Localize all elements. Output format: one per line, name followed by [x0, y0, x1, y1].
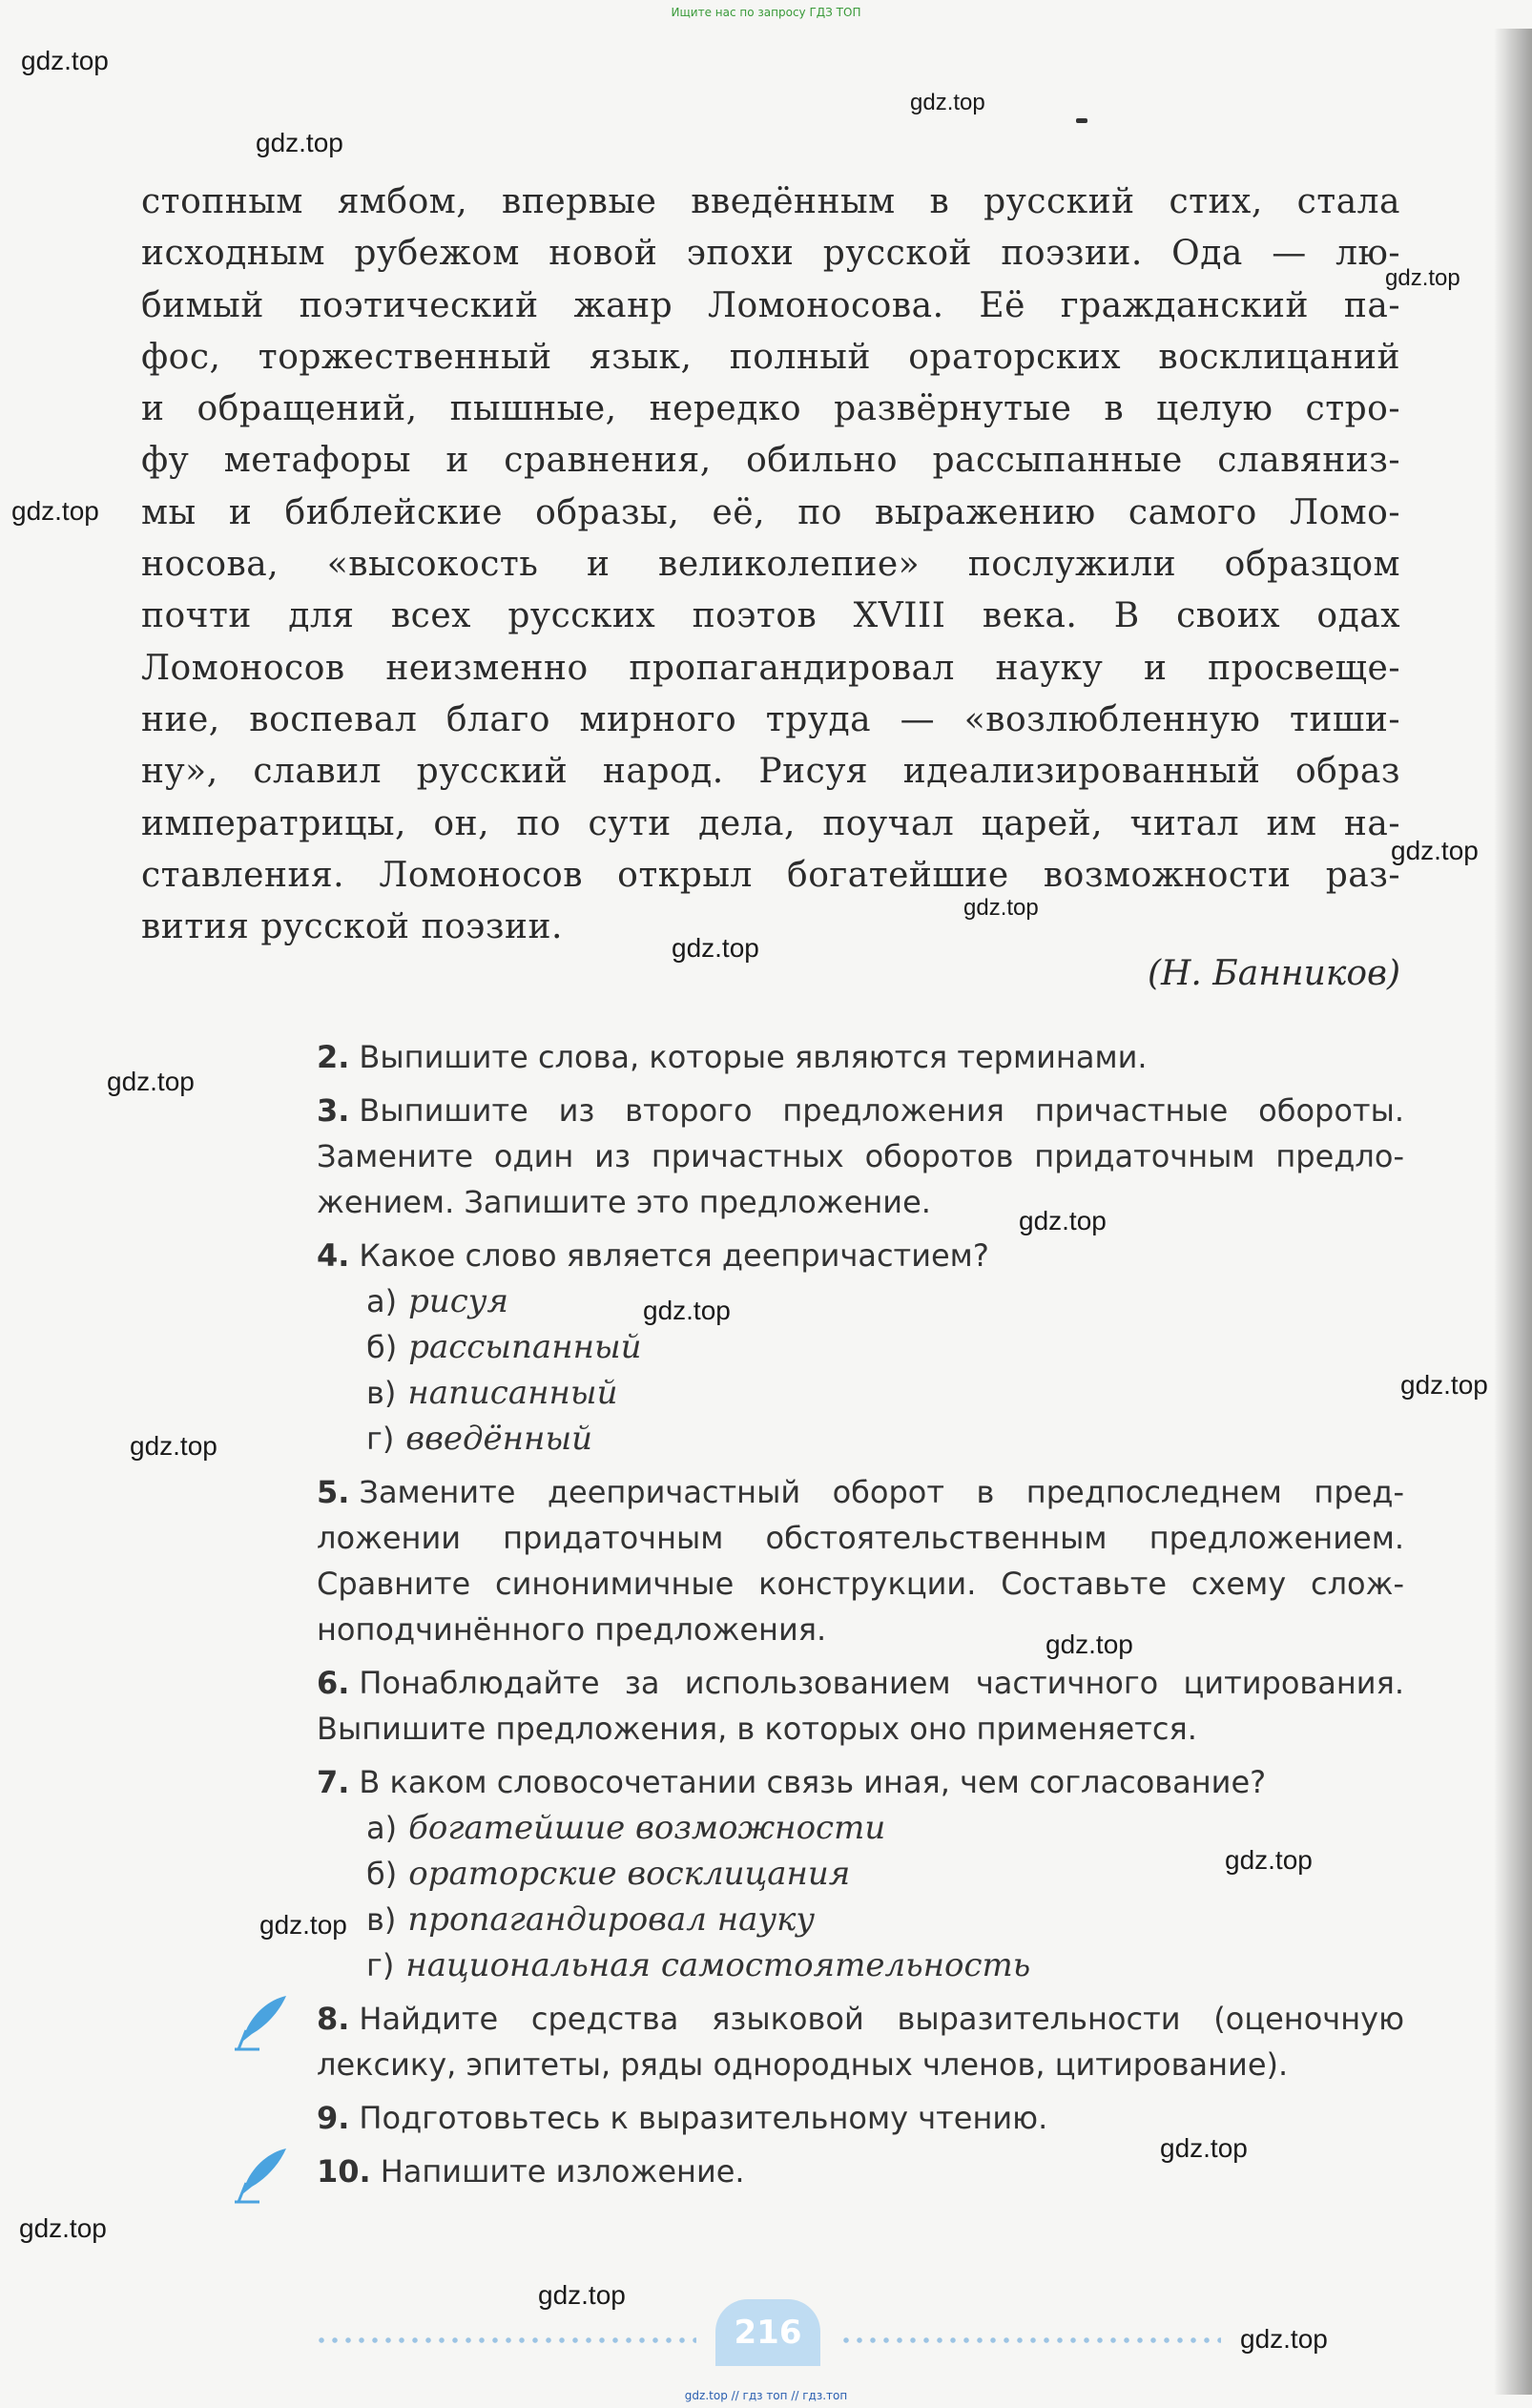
- watermark: gdz.top: [259, 1910, 347, 1940]
- bottom-banner[interactable]: gdz.top // гдз топ // гдз.топ: [684, 2389, 848, 2402]
- print-smudge: [1076, 118, 1087, 123]
- page-footer: [315, 2294, 1221, 2360]
- option-letter: в): [366, 1901, 397, 1938]
- passage-line: ну», славил русский народ. Рисуя идеализированный образ: [141, 752, 1400, 792]
- watermark: gdz.top: [1391, 836, 1479, 865]
- watermark: gdz.top: [643, 1296, 731, 1325]
- answer-option: [317, 1324, 1404, 1370]
- option-text: ораторские восклицания: [408, 1855, 851, 1893]
- task-text: Подготовьтесь к выразительному чтению.: [359, 2100, 1048, 2136]
- watermark: gdz.top: [130, 1431, 217, 1461]
- watermark: gdz.top: [19, 2213, 107, 2243]
- task-number: 3.: [317, 1092, 350, 1129]
- answer-option: [317, 1851, 1404, 1897]
- watermark: gdz.top: [21, 46, 109, 75]
- task-item: [317, 1759, 1404, 1988]
- watermark: gdz.top: [672, 933, 759, 963]
- option-text: рисуя: [408, 1282, 509, 1320]
- task-number: 6.: [317, 1665, 350, 1701]
- footer-dots-right: [839, 2337, 1221, 2343]
- watermark: gdz.top: [1045, 1630, 1133, 1659]
- passage-line: стопным ямбом, впервые введённым в русский стих, стала: [141, 182, 1400, 221]
- quill-pen-icon: [231, 1992, 292, 2053]
- watermark: gdz.top: [1160, 2133, 1248, 2163]
- footer-dots-left: [315, 2337, 696, 2343]
- task-item: [317, 2149, 1404, 2194]
- passage-line: императрицы, он, по сути дела, поучал царей, читал им на-: [141, 803, 1400, 843]
- option-text: рассыпанный: [408, 1328, 642, 1366]
- answer-option: [317, 1370, 1404, 1416]
- task-item: [317, 2095, 1404, 2141]
- task-number: 9.: [317, 2100, 350, 2136]
- watermark: gdz.top: [1225, 1845, 1313, 1875]
- answer-option: [317, 1942, 1404, 1988]
- task-text: Замените один из причастных оборотов придаточным предло-: [317, 1138, 1404, 1174]
- option-letter: г): [366, 1421, 395, 1457]
- option-text: национальная самостоятельность: [405, 1946, 1031, 1984]
- passage-line: Ломоносов неизменно пропагандировал науку и просвеще-: [141, 648, 1400, 688]
- option-text: богатейшие возможности: [408, 1809, 886, 1847]
- task-text: лексику, эпитеты, ряды однородных членов, цитирование).: [317, 2046, 1289, 2083]
- passage-line: ние, воспевал благо мирного труда — «возлюбленную тиши-: [141, 699, 1400, 739]
- answer-option: [317, 1805, 1404, 1851]
- page-edge-shadow: [1494, 29, 1532, 2395]
- task-text: Выпишите слова, которые являются терминами.: [359, 1039, 1148, 1075]
- task-number: 8.: [317, 2001, 350, 2037]
- passage-line: мы и библейские образы, её, по выражению самого Ломо-: [141, 492, 1400, 532]
- task-text: Выпишите предложения, в которых оно применяется.: [317, 1711, 1197, 1747]
- watermark: gdz.top: [963, 895, 1039, 921]
- passage-line: вития русской поэзии.: [141, 907, 563, 947]
- answer-option: [317, 1416, 1404, 1462]
- watermark: gdz.top: [256, 128, 343, 157]
- option-letter: г): [366, 1947, 395, 1983]
- passage-text: [141, 176, 1400, 953]
- task-text: Найдите средства языковой выразительности (оценочную: [359, 2001, 1404, 2037]
- task-number: 10.: [317, 2153, 371, 2190]
- task-text: ложении придаточным обстоятельственным предложением.: [317, 1520, 1404, 1556]
- passage-line: исходным рубежом новой эпохи русской поэзии. Ода — лю-: [141, 234, 1400, 274]
- passage-line: фос, торжественный язык, полный ораторских восклицаний: [141, 337, 1400, 377]
- task-text: Выпишите из второго предложения причастные обороты.: [359, 1092, 1404, 1129]
- watermark: gdz.top: [1019, 1206, 1107, 1235]
- answer-option: [317, 1897, 1404, 1942]
- option-text: введённый: [405, 1420, 593, 1458]
- passage-line: ставления. Ломоносов открыл богатейшие возможности раз-: [141, 855, 1400, 895]
- passage-author: (Н. Банников): [1147, 954, 1400, 993]
- top-banner[interactable]: Ищите нас по запросу ГДЗ ТОП: [671, 6, 861, 19]
- task-text: ноподчинённого предложения.: [317, 1611, 827, 1648]
- watermark: gdz.top: [1240, 2324, 1328, 2354]
- option-text: написанный: [407, 1374, 618, 1412]
- watermark: gdz.top: [538, 2280, 626, 2310]
- task-text: Напишите изложение.: [380, 2153, 745, 2190]
- task-text: жением. Запишите это предложение.: [317, 1184, 931, 1220]
- passage-line: и обращений, пышные, нередко развёрнутые в целую стро-: [141, 389, 1400, 429]
- task-number: 7.: [317, 1764, 350, 1800]
- task-item: [317, 1996, 1404, 2087]
- task-text: Сравните синонимичные конструкции. Составьте схему слож-: [317, 1566, 1404, 1602]
- option-letter: б): [366, 1329, 398, 1365]
- quill-pen-icon: [231, 2145, 292, 2206]
- passage-line: носова, «высокость и великолепие» послужили образцом: [141, 545, 1400, 585]
- task-item: [317, 1034, 1404, 1080]
- watermark: gdz.top: [910, 90, 985, 115]
- task-text: Понаблюдайте за использованием частичного цитирования.: [359, 1665, 1404, 1701]
- watermark: gdz.top: [11, 496, 99, 526]
- passage-line: фу метафоры и сравнения, обильно рассыпанные славяниз-: [141, 441, 1400, 481]
- option-letter: а): [366, 1810, 398, 1846]
- watermark: gdz.top: [107, 1067, 195, 1096]
- task-item: [317, 1233, 1404, 1462]
- passage-line: почти для всех русских поэтов XVIII века. В своих одах: [141, 596, 1400, 636]
- task-item: [317, 1088, 1404, 1225]
- option-text: пропагандировал науку: [407, 1900, 816, 1939]
- task-item: [317, 1469, 1404, 1652]
- page-number: 216: [715, 2299, 820, 2366]
- answer-option: [317, 1278, 1404, 1324]
- passage-line: бимый поэтический жанр Ломоносова. Её гражданский па-: [141, 285, 1400, 325]
- task-number: 5.: [317, 1474, 350, 1510]
- watermark: gdz.top: [1400, 1370, 1488, 1400]
- option-letter: в): [366, 1375, 397, 1411]
- task-text: Замените деепричастный оборот в предпоследнем пред-: [359, 1474, 1404, 1510]
- task-item: [317, 1660, 1404, 1752]
- task-list: [317, 1034, 1404, 2202]
- task-text: В каком словосочетании связь иная, чем согласование?: [359, 1764, 1267, 1800]
- option-letter: а): [366, 1283, 398, 1319]
- watermark: gdz.top: [1385, 265, 1460, 291]
- task-number: 2.: [317, 1039, 350, 1075]
- task-number: 4.: [317, 1237, 350, 1274]
- task-text: Какое слово является деепричастием?: [359, 1237, 989, 1274]
- option-letter: б): [366, 1856, 398, 1892]
